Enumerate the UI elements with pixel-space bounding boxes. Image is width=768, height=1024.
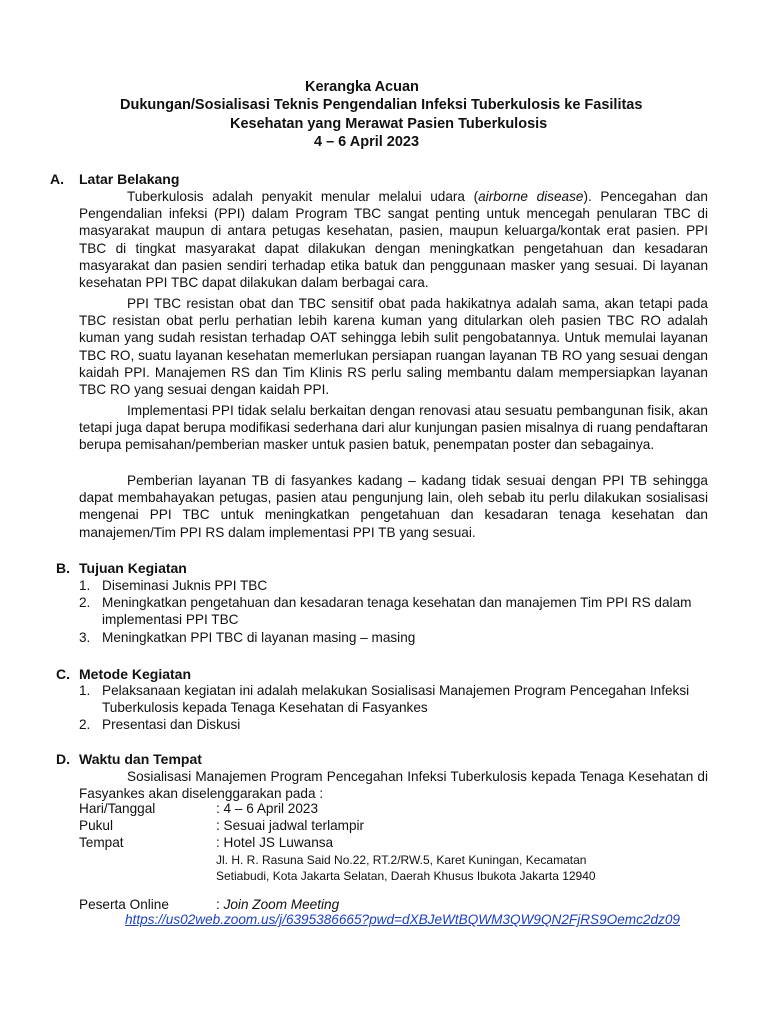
list-item-text: Meningkatkan pengetahuan dan kesadaran tenaga kesehatan dan manajemen Tim PPI RS dalam implementasi PPI TBC xyxy=(102,595,692,628)
online-colon: : xyxy=(216,897,224,912)
list-item-number: 2. xyxy=(79,717,91,733)
date-value: : 4 – 6 April 2023 xyxy=(216,801,319,816)
doc-date: 4 – 6 April 2023 xyxy=(314,134,420,150)
section-b-letter: B. xyxy=(56,560,70,576)
place-value: : Hotel JS Luwansa xyxy=(216,835,334,850)
p1-italic-term: airborne disease xyxy=(478,189,584,204)
section-b-list xyxy=(79,577,708,646)
place-label: Tempat xyxy=(79,835,124,850)
p1-text-start: Tuberkulosis adalah penyakit menular melalui udara ( xyxy=(127,189,479,204)
p1-text-end: ). Pencegahan dan Pengendalian infeksi (PPI) dalam Program TBC sangat penting untuk mencegah penularan TBC di masyarakat maupun di antara petugas kesehatan, pasien, maupun keluarga/kontak erat pasien. PPI TBC di tingkat masyarakat dapat dilakukan dengan meningkatkan pengetahuan dan kesadaran masyarakat dan pasien sendiri terhadap etika batuk dan penggunaan masker yang sesuai. Di layanan kesehatan PPI TBC dapat dilakukan dalam berbagai cara. xyxy=(79,189,708,291)
section-d-title: Waktu dan Tempat xyxy=(79,751,202,767)
section-c-list xyxy=(79,682,708,734)
online-label: Peserta Online xyxy=(79,897,169,912)
section-a-paragraph-4: Pemberian layanan TB di fasyankes kadang – kadang tidak sesuai dengan PPI TB sehingga dapat membahayakan petugas, pasien atau pengunjung lain, oleh sebab itu perlu dilakukan sosialisasi mengenai PPI TBC untuk meningkatkan pengetahuan dan kesadaran tenaga kesehatan dan manajemen/Tim PPI RS dalam implementasi PPI TB yang sesuai. xyxy=(79,473,708,540)
section-c-letter: C. xyxy=(56,666,70,682)
section-d-intro: Sosialisasi Manajemen Program Pencegahan Infeksi Tuberkulosis kepada Tenaga Kesehatan di Fasyankes akan diselenggarakan pada : xyxy=(79,769,708,802)
list-item xyxy=(79,716,708,733)
section-a-paragraph-2: PPI TBC resistan obat dan TBC sensitif obat pada hakikatnya adalah sama, akan tetapi pada TBC resistan obat perlu perhatian lebih karena kuman yang ditularkan oleh pasien TBC RO adalah kuman yang sudah resistan terhadap OAT sehingga lebih sulit pengobatannya. Untuk memulai layanan TBC RO, suatu layanan kesehatan memerlukan persiapan ruangan layanan TB RO yang sesuai dengan kaidah PPI. Manajemen RS dan Tim Klinis RS perlu saling membantu dalam mempersiapkan layanan TBC RO yang sesuai dengan kaidah PPI. xyxy=(79,296,708,398)
online-meeting-text: Join Zoom Meeting xyxy=(223,897,340,912)
list-item xyxy=(79,577,708,594)
list-item-number: 3. xyxy=(79,629,91,645)
section-d-letter: D. xyxy=(56,751,70,767)
time-value: : Sesuai jadwal terlampir xyxy=(216,818,365,833)
list-item xyxy=(79,629,708,646)
section-b-title: Tujuan Kegiatan xyxy=(79,560,187,576)
section-a-title: Latar Belakang xyxy=(79,171,180,187)
list-item-text: Pelaksanaan kegiatan ini adalah melakukan Sosialisasi Manajemen Program Pencegahan Infeksi Tuberkulosis kepada Tenaga Kesehatan di Fasyankes xyxy=(102,683,690,716)
address-line-2: Setiabudi, Kota Jakarta Selatan, Daerah Khusus Ibukota Jakarta 12940 xyxy=(216,869,596,883)
time-label: Pukul xyxy=(79,818,114,833)
list-item-text: Meningkatkan PPI TBC di layanan masing – masing xyxy=(102,629,416,645)
list-item-text: Presentasi dan Diskusi xyxy=(102,717,241,733)
section-a-letter: A. xyxy=(50,171,64,187)
online-value xyxy=(216,897,339,912)
section-a-paragraph-3: Implementasi PPI tidak selalu berkaitan dengan renovasi atau sesuatu pembangunan fisik, akan tetapi juga dapat berupa modifikasi sederhana dari alur kunjungan pasien misalnya di ruang pendaftaran berupa pemisahan/pemberian masker untuk pasien batuk, penempatan poster dan sebagainya. xyxy=(79,403,708,453)
section-c-title: Metode Kegiatan xyxy=(79,666,192,682)
doc-title: Kerangka Acuan xyxy=(305,79,419,95)
list-item-number: 1. xyxy=(79,578,91,593)
date-label: Hari/Tanggal xyxy=(79,801,156,816)
list-item xyxy=(79,682,708,716)
doc-subtitle-line-1: Dukungan/Sosialisasi Teknis Pengendalian Infeksi Tuberkulosis ke Fasilitas xyxy=(120,97,643,113)
list-item-text: Diseminasi Juknis PPI TBC xyxy=(102,578,268,593)
list-item-number: 2. xyxy=(79,595,91,611)
address-line-1: Jl. H. R. Rasuna Said No.22, RT.2/RW.5, Karet Kuningan, Kecamatan xyxy=(216,853,587,867)
section-a-paragraph-1 xyxy=(79,188,708,291)
list-item-number: 1. xyxy=(79,683,91,698)
zoom-meeting-link[interactable]: https://us02web.zoom.us/j/6395386665?pwd=dXBJeWtBQWM3QW9QN2FjRS9Oemc2dz09 xyxy=(125,912,680,927)
list-item xyxy=(79,594,708,628)
doc-subtitle-line-2: Kesehatan yang Merawat Pasien Tuberkulosis xyxy=(230,116,548,132)
